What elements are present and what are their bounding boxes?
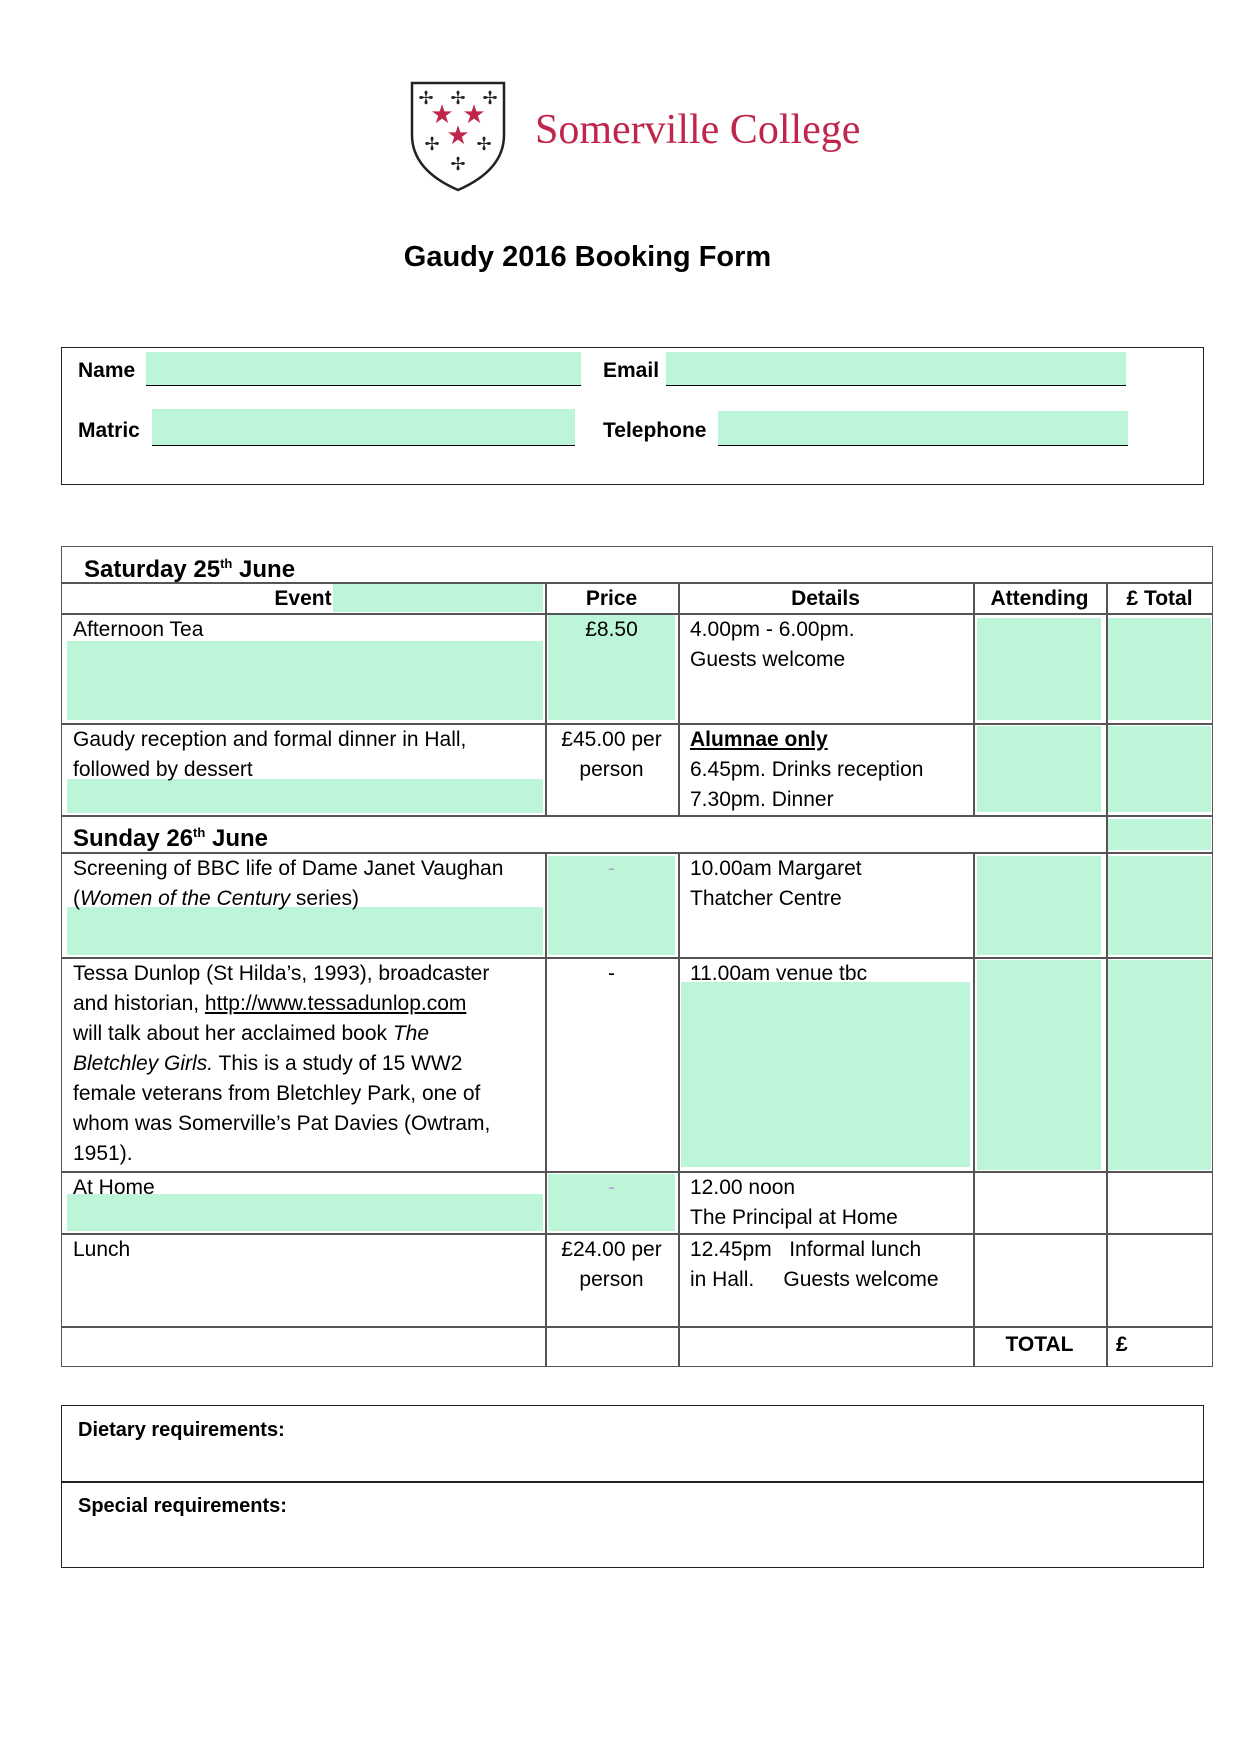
dietary-requirements-label: Dietary requirements:: [78, 1419, 285, 1441]
event-text: whom was Somerville’s Pat Davies (Owtram,: [73, 1112, 491, 1135]
svg-text:✢: ✢: [482, 88, 498, 109]
name-field[interactable]: [146, 352, 581, 386]
details-line: 4.00pm - 6.00pm.: [690, 618, 855, 641]
event-name: Lunch: [73, 1238, 131, 1261]
attending-input[interactable]: [977, 960, 1101, 1170]
dietary-requirements-field[interactable]: [62, 1445, 1202, 1479]
sunday-heading: Sunday 26th June: [73, 825, 269, 852]
event-name: followed by dessert: [73, 758, 253, 781]
total-input[interactable]: [1108, 856, 1211, 955]
col-header-event: Event: [274, 587, 332, 610]
event-name: Gaudy reception and formal dinner in Hall,: [73, 728, 467, 751]
attending-input[interactable]: [977, 726, 1101, 812]
col-header-details: Details: [791, 587, 860, 610]
email-label: Email: [603, 359, 660, 382]
details-heading: Alumnae only: [690, 728, 828, 751]
price: person: [579, 758, 644, 781]
price: -: [608, 1176, 615, 1199]
event-name: Screening of BBC life of Dame Janet Vaughan: [73, 857, 504, 880]
col-header-total: £ Total: [1126, 587, 1193, 610]
event-text: and historian, http://www.tessadunlop.com: [73, 992, 467, 1015]
page-title: Gaudy 2016 Booking Form: [403, 241, 772, 273]
special-requirements-field[interactable]: [62, 1521, 1202, 1565]
price: £45.00 per: [561, 728, 662, 751]
total-input[interactable]: [1108, 618, 1211, 720]
event-text: female veterans from Bletchley Park, one of: [73, 1082, 481, 1105]
event-text: 1951).: [73, 1142, 133, 1165]
price: £24.00 per: [561, 1238, 662, 1261]
price: -: [608, 962, 615, 985]
svg-text:★: ★: [446, 121, 470, 151]
price: person: [579, 1268, 644, 1291]
details-line: Guests welcome: [690, 648, 846, 671]
col-header-attending: Attending: [990, 587, 1089, 610]
details-line: 10.00am Margaret: [690, 857, 862, 880]
details-line: 11.00am venue tbc: [690, 962, 868, 985]
details-line: The Principal at Home: [690, 1206, 898, 1229]
name-label: Name: [78, 359, 136, 382]
svg-text:✢: ✢: [476, 134, 492, 155]
grand-total-field[interactable]: £: [1116, 1333, 1128, 1356]
total-label: TOTAL: [1005, 1333, 1074, 1356]
event-name: (Women of the Century series): [73, 887, 359, 910]
svg-text:✢: ✢: [450, 88, 466, 109]
college-crest-logo: [409, 80, 507, 192]
telephone-field[interactable]: [718, 411, 1128, 446]
details-line: 12.00 noon: [690, 1176, 796, 1199]
saturday-heading: Saturday 25th June: [84, 556, 296, 583]
special-requirements-label: Special requirements:: [78, 1495, 287, 1517]
details-line: Thatcher Centre: [690, 887, 842, 910]
event-text: will talk about her acclaimed book The: [73, 1022, 430, 1045]
details-line: 6.45pm. Drinks reception: [690, 758, 924, 781]
attending-input[interactable]: [977, 856, 1101, 955]
total-input[interactable]: [1108, 960, 1211, 1170]
matric-field[interactable]: [152, 409, 575, 446]
price: £8.50: [585, 618, 638, 641]
event-text: Bletchley Girls. This is a study of 15 WW2: [73, 1052, 463, 1075]
event-text: Tessa Dunlop (St Hilda’s, 1993), broadcaster: [73, 962, 490, 985]
telephone-label: Telephone: [603, 419, 707, 442]
svg-text:★: ★: [462, 100, 486, 130]
college-name: Somerville College: [535, 107, 861, 153]
price: -: [608, 857, 615, 880]
event-name: Afternoon Tea: [73, 618, 204, 641]
total-input[interactable]: [1108, 726, 1211, 812]
matric-label: Matric: [78, 419, 140, 442]
email-field[interactable]: [666, 352, 1126, 386]
svg-text:✢: ✢: [450, 154, 466, 175]
svg-text:✢: ✢: [418, 88, 434, 109]
website-link[interactable]: http://www.tessadunlop.com: [204, 992, 467, 1015]
attending-input[interactable]: [977, 618, 1101, 720]
svg-text:✢: ✢: [424, 134, 440, 155]
event-name: At Home: [73, 1176, 155, 1199]
details-line: 7.30pm. Dinner: [690, 788, 834, 811]
svg-text:★: ★: [430, 100, 454, 130]
details-line: in Hall. Guests welcome: [690, 1268, 939, 1291]
details-line: 12.45pm Informal lunch: [690, 1238, 922, 1261]
col-header-price: Price: [585, 587, 638, 610]
